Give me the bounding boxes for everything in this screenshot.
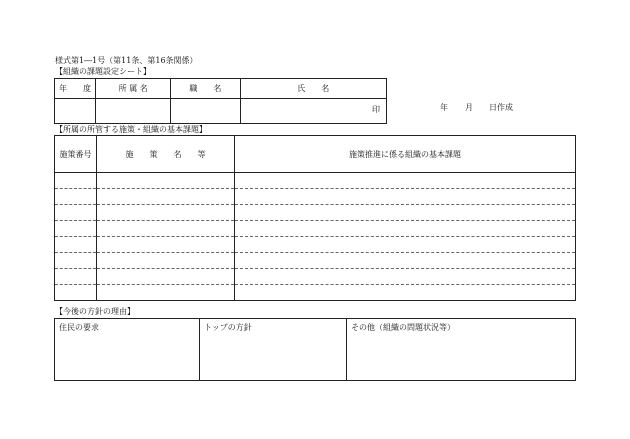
- policy-issue-cell[interactable]: [235, 189, 576, 205]
- table-row: [55, 269, 576, 285]
- policy-number-cell[interactable]: [55, 189, 97, 205]
- policy-number-cell[interactable]: [55, 269, 97, 285]
- policy-number-cell[interactable]: [55, 205, 97, 221]
- date-created-label: 日作成: [489, 103, 513, 112]
- table-row: [55, 173, 576, 189]
- policy-issue-cell[interactable]: [235, 173, 576, 189]
- date-year-label: 年: [440, 103, 448, 112]
- policy-issue-header: 施策推進に係る組織の基本課題: [235, 136, 576, 173]
- table-row: [55, 205, 576, 221]
- policy-issue-cell[interactable]: [235, 221, 576, 237]
- policy-number-cell[interactable]: [55, 237, 97, 253]
- table-row: [55, 285, 576, 301]
- seal-mark: 印: [372, 105, 380, 114]
- policy-issue-cell[interactable]: [235, 269, 576, 285]
- resident-demand-label: 住民の要求: [59, 323, 99, 332]
- other-issues-label: その他（組織の問題状況等）: [351, 323, 455, 332]
- top-info-table: [54, 78, 387, 124]
- policy-name-cell[interactable]: [97, 237, 235, 253]
- policy-number-header: 施策番号: [55, 136, 97, 173]
- form-id: 様式第1―1号（第11条、第16条関係）: [55, 56, 198, 65]
- department-value-cell[interactable]: [96, 99, 171, 124]
- year-header: 年 度: [55, 79, 96, 99]
- policy-section-title: 【所属の所管する施策・組織の基本課題】: [55, 125, 207, 134]
- policy-name-cell[interactable]: [97, 253, 235, 269]
- name-header: 氏 名: [240, 79, 386, 99]
- policy-number-cell[interactable]: [55, 253, 97, 269]
- policy-number-cell[interactable]: [55, 285, 97, 301]
- reason-section-title: 【今後の方針の理由】: [55, 307, 135, 316]
- policy-issue-cell[interactable]: [235, 285, 576, 301]
- table-row: [55, 237, 576, 253]
- policy-name-header: 施 策 名 等: [97, 136, 235, 173]
- policy-number-cell[interactable]: [55, 221, 97, 237]
- date-month-label: 月: [465, 103, 473, 112]
- policy-number-cell[interactable]: [55, 173, 97, 189]
- table-row: [55, 253, 576, 269]
- resident-demand-cell[interactable]: [55, 319, 200, 381]
- policy-name-cell[interactable]: [97, 189, 235, 205]
- table-row: [55, 189, 576, 205]
- sheet-title: 【組織の課題設定シート】: [55, 67, 151, 76]
- top-policy-cell[interactable]: [200, 319, 347, 381]
- policy-issue-cell[interactable]: [235, 205, 576, 221]
- policy-name-cell[interactable]: [97, 285, 235, 301]
- table-row: [55, 221, 576, 237]
- other-issues-cell[interactable]: [347, 319, 576, 381]
- policy-issue-cell[interactable]: [235, 237, 576, 253]
- policy-name-cell[interactable]: [97, 269, 235, 285]
- position-header: 職 名: [171, 79, 240, 99]
- policy-issue-cell[interactable]: [235, 253, 576, 269]
- policy-name-cell[interactable]: [97, 221, 235, 237]
- reason-table: [54, 318, 576, 381]
- policy-name-cell[interactable]: [97, 173, 235, 189]
- policy-name-cell[interactable]: [97, 205, 235, 221]
- policy-table: [54, 135, 576, 301]
- year-value-cell[interactable]: [55, 99, 96, 124]
- department-header: 所 属 名: [96, 79, 171, 99]
- name-value-cell[interactable]: [240, 99, 386, 124]
- top-policy-label: トップの方針: [204, 323, 252, 332]
- position-value-cell[interactable]: [171, 99, 240, 124]
